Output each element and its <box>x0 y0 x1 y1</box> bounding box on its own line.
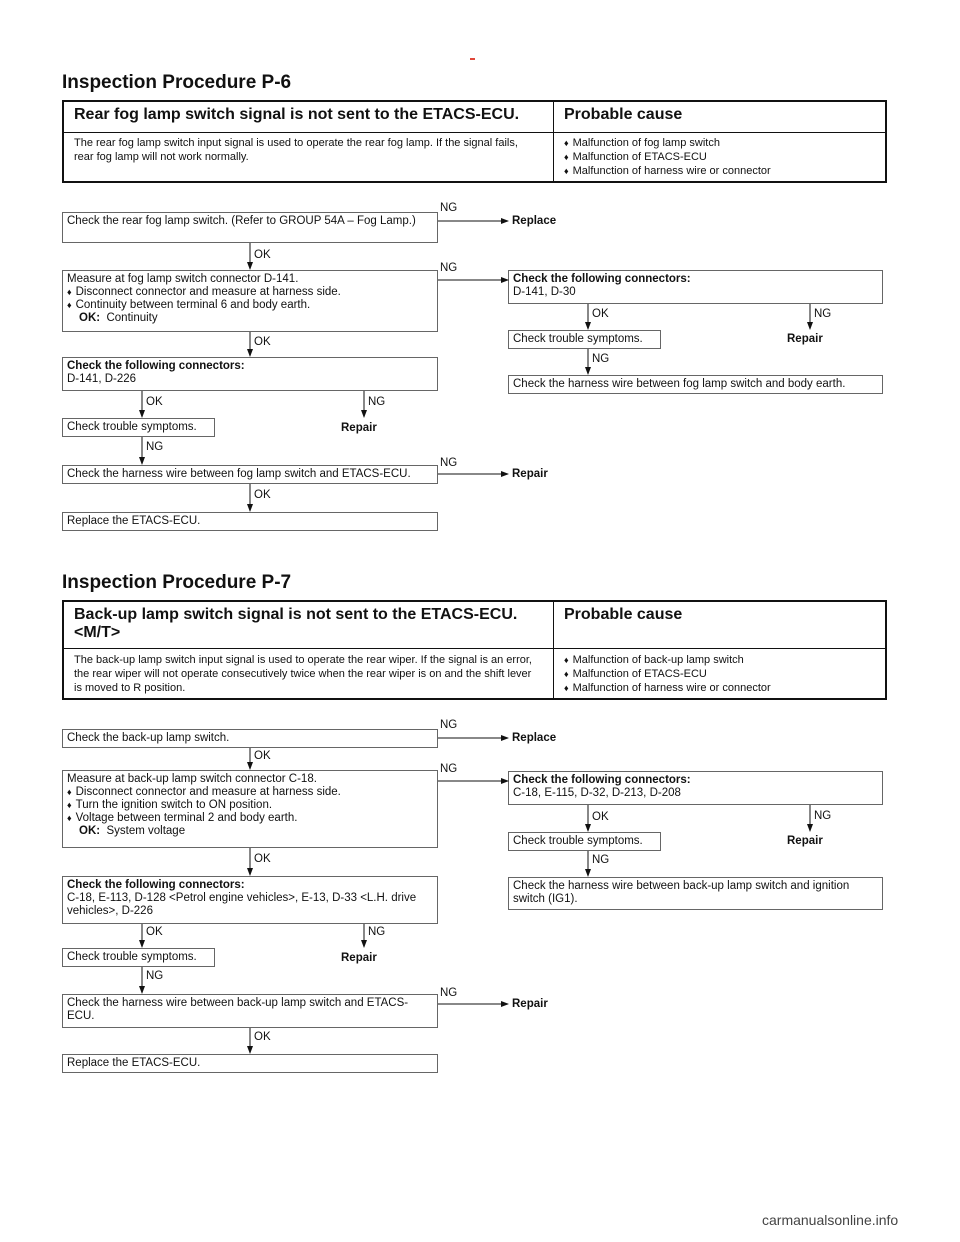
p6-replace-result: Replace <box>512 215 557 227</box>
p7-right-check-symptoms: Check trouble symptoms. <box>508 832 661 851</box>
p6-title: Inspection Procedure P-6 <box>62 72 292 93</box>
ok-label: OK <box>146 396 163 408</box>
p7-measure-line: Measure at back-up lamp switch connector C-18. <box>67 773 317 785</box>
p6-cause-item: ♦ Malfunction of ETACS-ECU <box>564 150 874 164</box>
ok-label: OK <box>254 1031 271 1043</box>
p7-step-check-symptoms: Check trouble symptoms. <box>62 948 215 967</box>
p7-repair-result: Repair <box>787 835 823 847</box>
p7-ok-value: System voltage <box>106 825 186 837</box>
p6-cause-item: ♦ Malfunction of harness wire or connector <box>564 164 874 178</box>
p6-measure-bullet: ♦ Continuity between terminal 6 and body earth. <box>67 299 433 312</box>
ok-label: OK <box>592 811 609 823</box>
p7-ok-label: OK: <box>79 825 101 837</box>
ng-label: NG <box>592 353 610 365</box>
p6-right-check-harness: Check the harness wire between fog lamp switch and body earth. <box>508 375 883 394</box>
p7-cause-item: ♦ Malfunction of ETACS-ECU <box>564 667 874 681</box>
p6-description: The rear fog lamp switch input signal is used to operate the rear fog lamp. If the signal fails, rear fog lamp will not work normally. <box>74 137 518 163</box>
p6-connectors-value: D-141, D-226 <box>67 373 137 385</box>
p7-title: Inspection Procedure P-7 <box>62 572 292 593</box>
ng-label: NG <box>440 262 458 274</box>
p7-measure-bullet: ♦ Disconnect connector and measure at harness side. <box>67 786 433 799</box>
ng-label: NG <box>368 926 386 938</box>
p7-symptom-heading-line: Back-up lamp switch signal is not sent to the ETACS-ECU. <box>74 606 518 623</box>
p7-repair-result: Repair <box>341 952 377 964</box>
p7-right-check-harness: Check the harness wire between back-up lamp switch and ignition switch (IG1). <box>508 877 883 910</box>
p6-ok-value: Continuity <box>106 312 158 324</box>
p7-step-check-switch: Check the back-up lamp switch. <box>62 729 438 748</box>
p7-right-connectors-value: C-18, E-115, D-32, D-213, D-208 <box>513 787 681 799</box>
ng-label: NG <box>592 854 610 866</box>
p6-repair-result: Repair <box>787 333 823 345</box>
p6-repair-result: Repair <box>341 422 377 434</box>
ok-label: OK <box>254 853 271 865</box>
p7-measure-bullet: ♦ Turn the ignition switch to ON position. <box>67 799 433 812</box>
p7-cause-item: ♦ Malfunction of harness wire or connector <box>564 681 874 695</box>
ok-label: OK <box>254 336 271 348</box>
ok-label: OK <box>592 308 609 320</box>
ok-label: OK <box>254 750 271 762</box>
p6-cause-heading: Probable cause <box>564 106 683 123</box>
ng-label: NG <box>440 457 458 469</box>
p6-repair-result: Repair <box>512 468 548 480</box>
p6-cause-item: ♦ Malfunction of fog lamp switch <box>564 136 874 150</box>
ng-label: NG <box>440 202 458 214</box>
p6-connectors-title: Check the following connectors: <box>67 360 245 372</box>
p6-right-connectors-value: D-141, D-30 <box>513 286 576 298</box>
p7-repair-result: Repair <box>512 998 548 1010</box>
ng-label: NG <box>368 396 386 408</box>
ng-label: NG <box>814 810 832 822</box>
ok-label: OK <box>254 249 271 261</box>
p7-connectors-value: C-18, E-113, D-128 <Petrol engine vehicles>, E-13, D-33 <L.H. drive vehicles>, D-226 <box>67 892 417 917</box>
ng-label: NG <box>814 308 832 320</box>
ok-label: OK <box>146 926 163 938</box>
p6-measure-bullet: ♦ Disconnect connector and measure at harness side. <box>67 286 433 299</box>
p6-right-check-symptoms: Check trouble symptoms. <box>508 330 661 349</box>
p7-connectors-title: Check the following connectors: <box>67 879 245 891</box>
p7-cause-item: ♦ Malfunction of back-up lamp switch <box>564 653 874 667</box>
ng-label: NG <box>146 970 164 982</box>
p7-replace-result: Replace <box>512 732 557 744</box>
p6-step-check-switch: Check the rear fog lamp switch. (Refer to GROUP 54A – Fog Lamp.) <box>62 212 438 243</box>
p6-step-check-harness: Check the harness wire between fog lamp switch and ETACS-ECU. <box>62 465 438 484</box>
p6-ok-label: OK: <box>79 312 101 324</box>
p7-measure-bullet: ♦ Voltage between terminal 2 and body earth. <box>67 812 433 825</box>
p6-step-check-symptoms: Check trouble symptoms. <box>62 418 215 437</box>
p6-measure-line: Measure at fog lamp switch connector D-141. <box>67 273 299 285</box>
p6-step-replace-ecu: Replace the ETACS-ECU. <box>62 512 438 531</box>
ok-label: OK <box>254 489 271 501</box>
p7-cause-heading: Probable cause <box>564 606 683 623</box>
ng-label: NG <box>146 441 164 453</box>
ng-label: NG <box>440 763 458 775</box>
watermark: carmanualsonline.info <box>762 1212 899 1228</box>
p7-step-replace-ecu: Replace the ETACS-ECU. <box>62 1054 438 1073</box>
p7-description: The back-up lamp switch input signal is used to operate the rear wiper. If the signal is an error, the rear wiper will not operate consecutively twice when the rear wiper is on and the shift lever is moved to R position. <box>74 654 532 694</box>
p7-step-check-harness: Check the harness wire between back-up lamp switch and ETACS-ECU. <box>62 994 438 1028</box>
p6-right-connectors-title: Check the following connectors: <box>513 273 691 285</box>
p7-right-connectors-title: Check the following connectors: <box>513 774 691 786</box>
p6-symptom-heading: Rear fog lamp switch signal is not sent to the ETACS-ECU. <box>74 106 520 123</box>
ng-label: NG <box>440 987 458 999</box>
p7-symptom-heading-variant: <M/T> <box>74 624 121 641</box>
ng-label: NG <box>440 719 458 731</box>
